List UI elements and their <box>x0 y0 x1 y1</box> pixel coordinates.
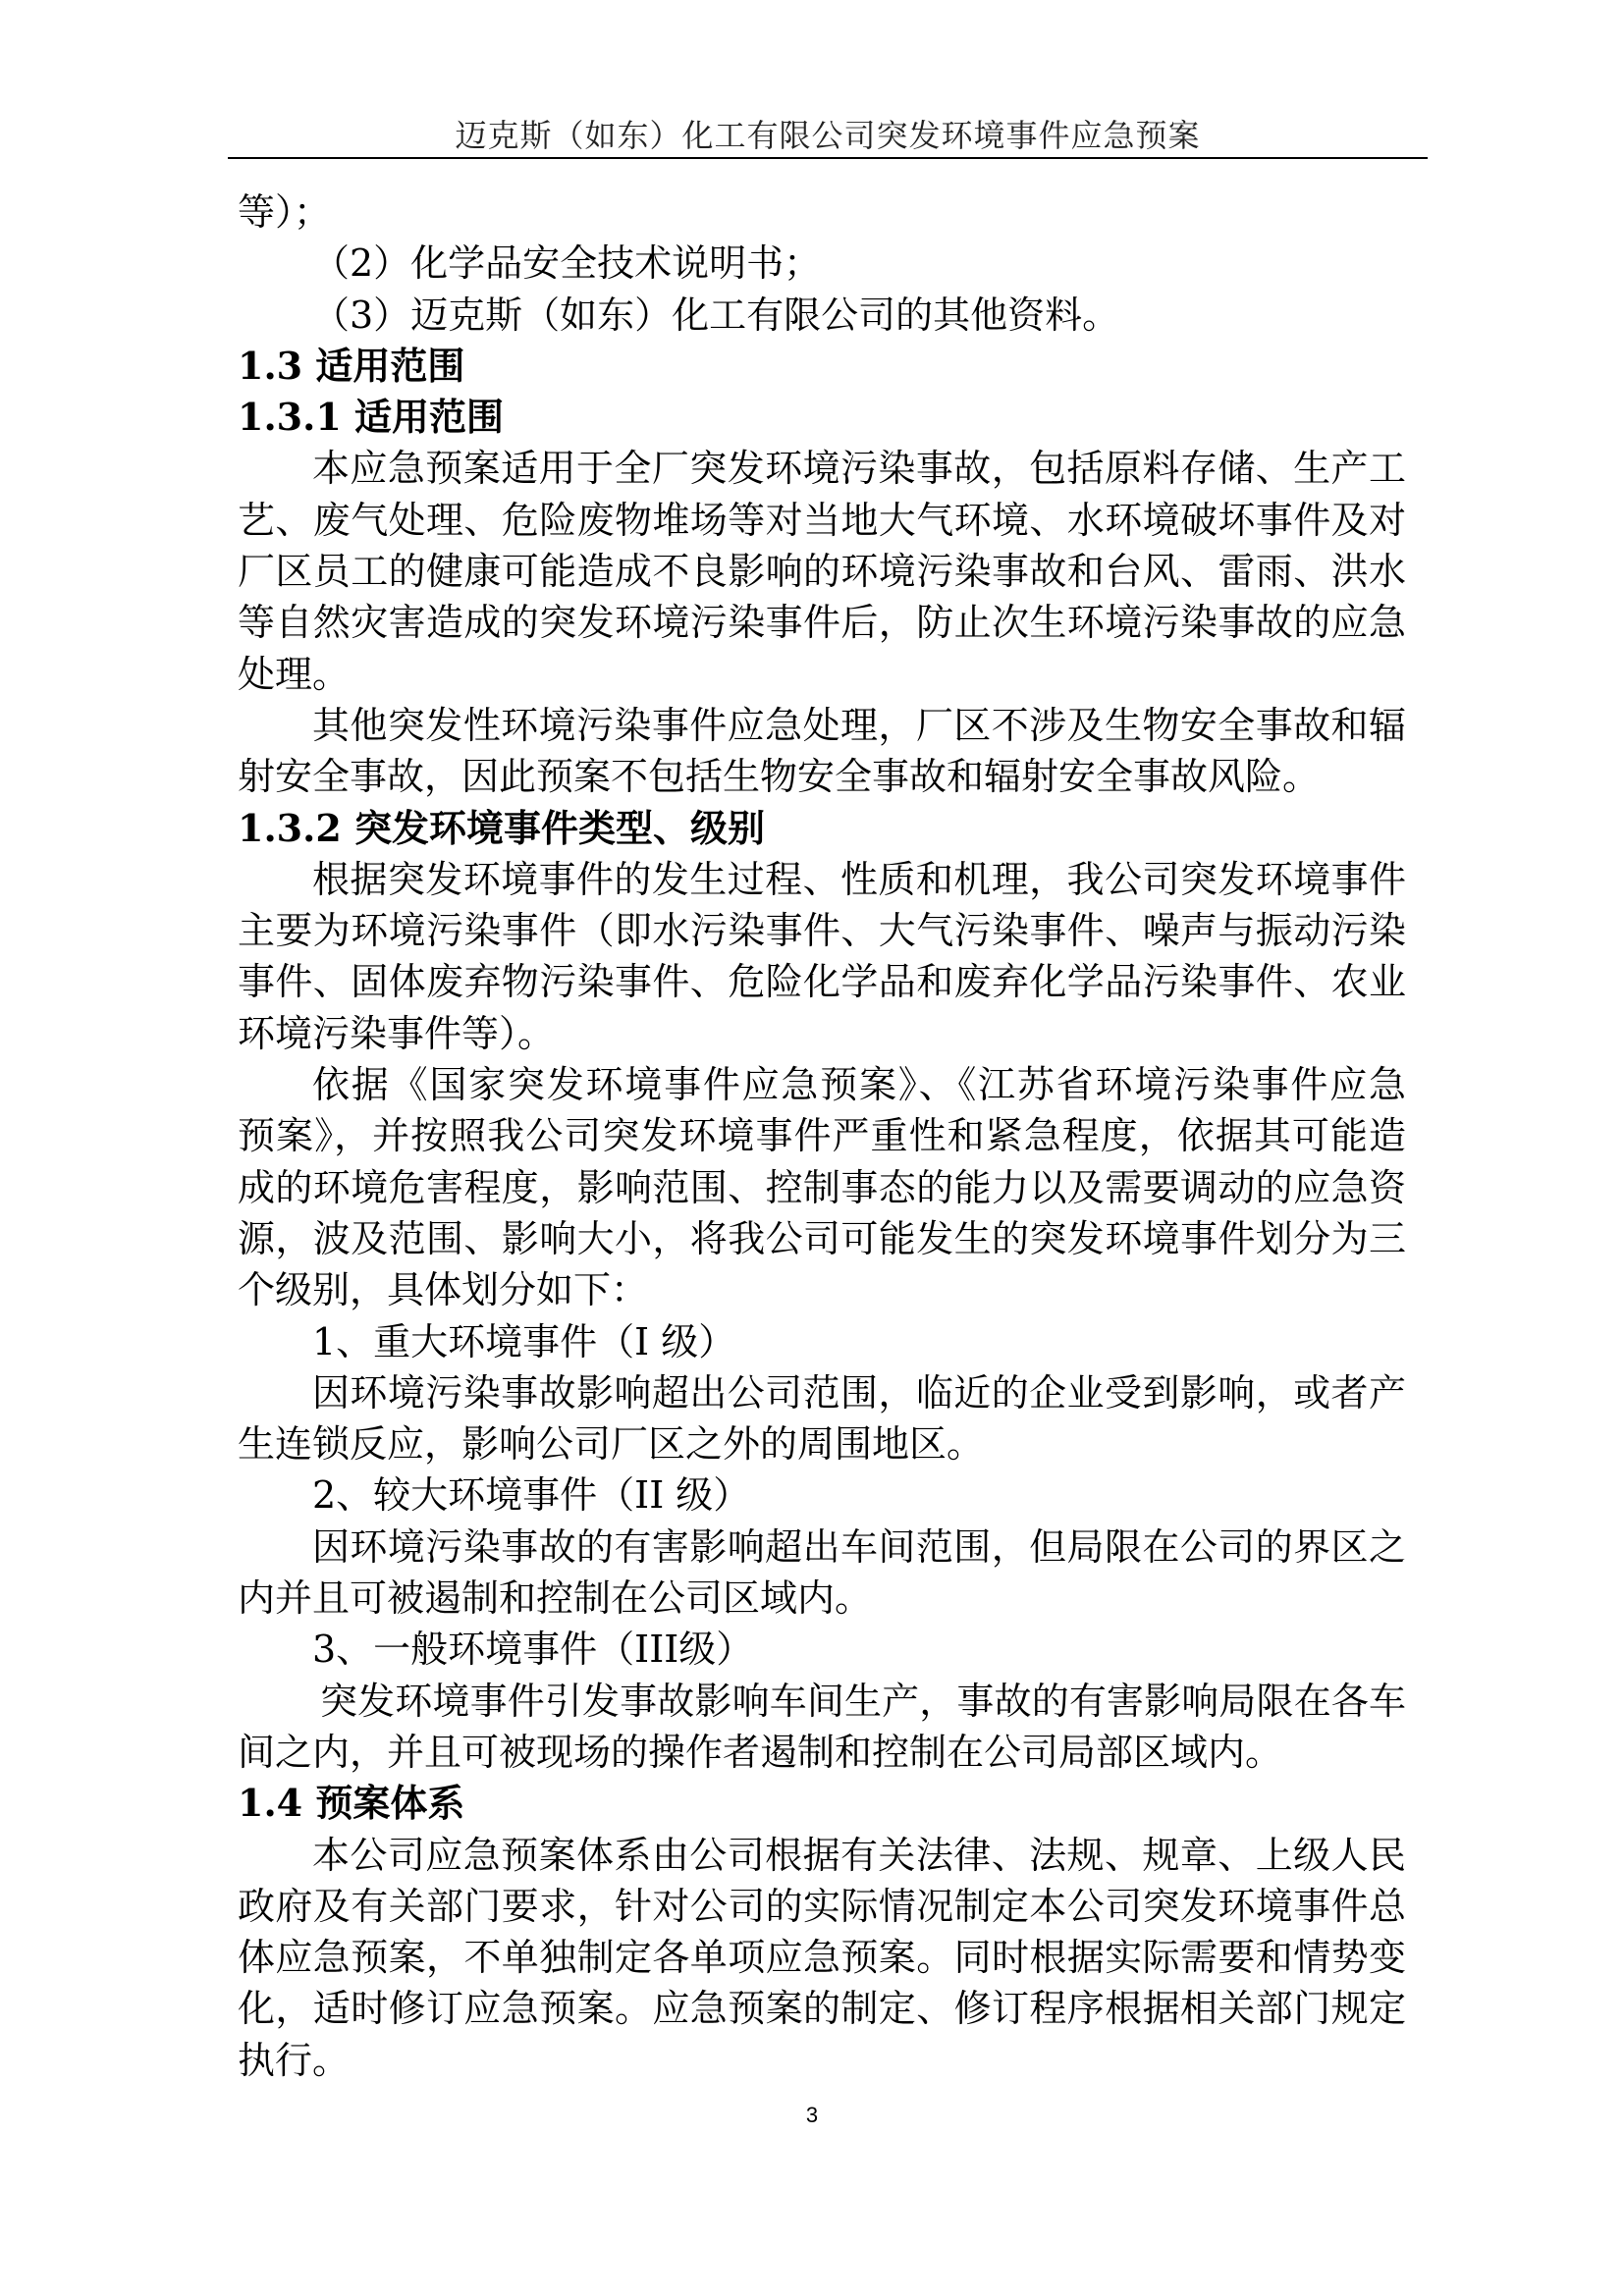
text-line: 突发环境事件引发事故影响车间生产，事故的有害影响局限在各车 <box>320 1679 1406 1723</box>
text-line: （2）化学品安全技术说明书； <box>312 241 822 286</box>
text-line: 等）； <box>238 190 332 234</box>
text-line: 射安全事故，因此预案不包括生物安全事故和辐射安全事故风险。 <box>238 755 1321 799</box>
text-line: 等自然灾害造成的突发环境污染事件后，防止次生环境污染事故的应急 <box>238 601 1406 645</box>
text-line: 因环境污染事故影响超出公司范围，临近的企业受到影响，或者产 <box>312 1370 1406 1415</box>
text-line: 个级别，具体划分如下： <box>238 1268 649 1312</box>
list-item: 2、较大环境事件（II 级） <box>312 1473 751 1518</box>
text-line: 成的环境危害程度，影响范围、控制事态的能力以及需要调动的应急资 <box>238 1165 1406 1209</box>
text-line: 依据《国家突发环境事件应急预案》、《江苏省环境污染事件应急 <box>312 1063 1406 1107</box>
text-line: 化，适时修订应急预案。应急预案的制定、修订程序根据相关部门规定 <box>238 1987 1406 2031</box>
text-line: 环境污染事件等）。 <box>238 1011 556 1055</box>
text-line: 本应急预案适用于全厂突发环境污染事故，包括原料存储、生产工 <box>312 447 1406 491</box>
list-item: 3、一般环境事件（III级） <box>312 1628 754 1672</box>
running-header: 迈克斯（如东）化工有限公司突发环境事件应急预案 <box>455 117 1201 154</box>
text-line: 事件、固体废弃物污染事件、危险化学品和废弃化学品污染事件、农业 <box>238 960 1406 1004</box>
text-line: （3）迈克斯（如东）化工有限公司的其他资料。 <box>312 293 1120 337</box>
text-line: 根据突发环境事件的发生过程、性质和机理，我公司突发环境事件 <box>312 857 1406 901</box>
text-line: 厂区员工的健康可能造成不良影响的环境污染事故和台风、雷雨、洪水 <box>238 550 1406 594</box>
text-line: 生连锁反应，影响公司厂区之外的周围地区。 <box>238 1422 985 1467</box>
text-line: 本公司应急预案体系由公司根据有关法律、法规、规章、上级人民 <box>312 1833 1406 1877</box>
text-line: 政府及有关部门要求，针对公司的实际情况制定本公司突发环境事件总 <box>238 1884 1406 1928</box>
text-line: 内并且可被遏制和控制在公司区域内。 <box>238 1576 873 1621</box>
section-heading: 1.3 适用范围 <box>238 343 465 388</box>
subsection-heading: 1.3.1 适用范围 <box>238 395 505 440</box>
text-line: 主要为环境污染事件（即水污染事件、大气污染事件、噪声与振动污染 <box>238 909 1406 953</box>
text-line: 间之内，并且可被现场的操作者遏制和控制在公司局部区域内。 <box>238 1730 1283 1774</box>
list-item: 1、重大环境事件（I 级） <box>312 1319 736 1363</box>
page-number: 3 <box>805 2103 819 2127</box>
document-body <box>238 187 1406 2086</box>
subsection-heading: 1.3.2 突发环境事件类型、级别 <box>238 805 766 850</box>
text-line: 其他突发性环境污染事件应急处理，厂区不涉及生物安全事故和辐 <box>312 703 1406 747</box>
text-line: 源，波及范围、影响大小，将我公司可能发生的突发环境事件划分为三 <box>238 1216 1406 1260</box>
header-rule <box>228 157 1428 159</box>
text-line: 艺、废气处理、危险废物堆场等对当地大气环境、水环境破坏事件及对 <box>238 498 1406 542</box>
text-line: 执行。 <box>238 2038 351 2082</box>
text-line: 因环境污染事故的有害影响超出车间范围，但局限在公司的界区之 <box>312 1524 1406 1569</box>
text-line: 体应急预案，不单独制定各单项应急预案。同时根据实际需要和情势变 <box>238 1936 1406 1980</box>
text-line: 预案》，并按照我公司突发环境事件严重性和紧急程度，依据其可能造 <box>238 1114 1406 1158</box>
section-heading: 1.4 预案体系 <box>238 1781 465 1826</box>
text-line: 处理。 <box>238 652 351 696</box>
